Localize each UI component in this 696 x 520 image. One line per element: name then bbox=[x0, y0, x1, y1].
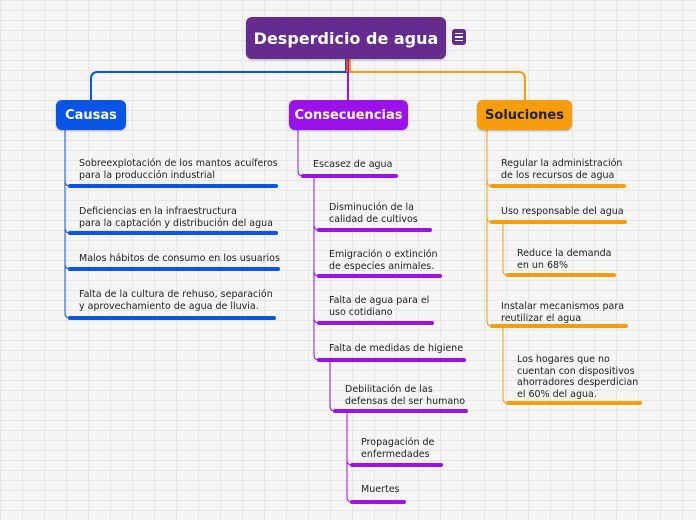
topic-line: Muertes bbox=[361, 484, 400, 495]
topic-escasez[interactable] bbox=[313, 159, 392, 171]
branch-consecuencias[interactable]: Consecuencias bbox=[289, 100, 408, 130]
causas-trunk bbox=[65, 130, 70, 318]
branch-soluciones[interactable]: Soluciones bbox=[477, 100, 572, 130]
topic-line: reutilizar el agua bbox=[501, 312, 582, 324]
topic-line: Debilitación de las bbox=[345, 384, 433, 395]
topic-line: Falta de la cultura de rehuso, separación bbox=[79, 289, 273, 300]
menu-icon[interactable] bbox=[452, 29, 466, 45]
topic-line: Malos hábitos de consumo en los usuarios bbox=[79, 253, 280, 264]
topic-reduce-demanda[interactable] bbox=[517, 248, 611, 271]
topic-line: enfermedades bbox=[361, 448, 430, 460]
topic-line: cuentan con dispositivos bbox=[517, 365, 635, 377]
topic-line: Escasez de agua bbox=[313, 159, 393, 170]
topic-line: para la producción industrial bbox=[79, 169, 216, 181]
topic-line: Sobreexplotación de los mantos acuíferos bbox=[79, 158, 278, 169]
topic-line: calidad de cultivos bbox=[329, 213, 418, 225]
root-node[interactable]: Desperdicio de agua bbox=[246, 17, 446, 59]
topic-line: en un 68% bbox=[517, 259, 569, 271]
topic-line: Emigración o extinción bbox=[329, 249, 438, 260]
topic-line: Reduce la demanda bbox=[517, 248, 612, 259]
topic-falta-higiene[interactable] bbox=[329, 343, 463, 355]
topic-line: Regular la administración bbox=[501, 158, 623, 169]
topic-instalar-mecanismos[interactable] bbox=[501, 301, 624, 324]
topic-line: Los hogares que no bbox=[517, 354, 610, 365]
topic-line: Propagación de bbox=[361, 437, 435, 448]
topic-line: Falta de medidas de higiene bbox=[329, 343, 464, 354]
topic-line: Disminución de la bbox=[329, 202, 414, 213]
topic-causa-sobreexplotacion[interactable] bbox=[79, 158, 278, 181]
topic-muertes[interactable] bbox=[361, 484, 400, 496]
topic-emigracion-especies[interactable] bbox=[329, 249, 438, 272]
topic-line: el 60% del agua. bbox=[517, 388, 597, 400]
topic-line: de especies animales. bbox=[329, 260, 435, 272]
topic-line: Uso responsable del agua bbox=[501, 206, 624, 217]
topic-causa-cultura[interactable] bbox=[79, 289, 273, 312]
topic-line: ahorradores desperdician bbox=[517, 377, 639, 388]
topic-line: defensas del ser humano bbox=[345, 395, 466, 407]
topic-line: Falta de agua para el bbox=[329, 295, 430, 306]
topic-propagacion-enfermedades[interactable] bbox=[361, 437, 434, 460]
topic-falta-agua-uso[interactable] bbox=[329, 295, 429, 318]
topic-disminucion-cultivos[interactable] bbox=[329, 202, 418, 225]
topic-line: Deficiencias en la infraestructura bbox=[79, 206, 237, 217]
topic-debilitacion-defensas[interactable] bbox=[345, 384, 465, 407]
topic-uso-responsable[interactable] bbox=[501, 206, 624, 218]
topic-line: para la captación y distribución del agua bbox=[79, 217, 273, 229]
connector-root-causas bbox=[91, 59, 346, 100]
topic-causa-habitos[interactable] bbox=[79, 253, 280, 265]
topic-causa-infraestructura[interactable] bbox=[79, 206, 273, 229]
topic-line: uso cotidiano bbox=[329, 306, 393, 318]
branch-causas[interactable]: Causas bbox=[56, 100, 126, 130]
topic-regular-administracion[interactable] bbox=[501, 158, 622, 181]
topic-line: Instalar mecanismos para bbox=[501, 301, 625, 312]
connector-root-soluciones bbox=[350, 59, 525, 100]
topic-line: y aprovechamiento de agua de lluvia. bbox=[79, 300, 259, 312]
topic-line: de los recursos de agua bbox=[501, 169, 615, 181]
topic-hogares-dispositivos[interactable] bbox=[517, 354, 638, 400]
